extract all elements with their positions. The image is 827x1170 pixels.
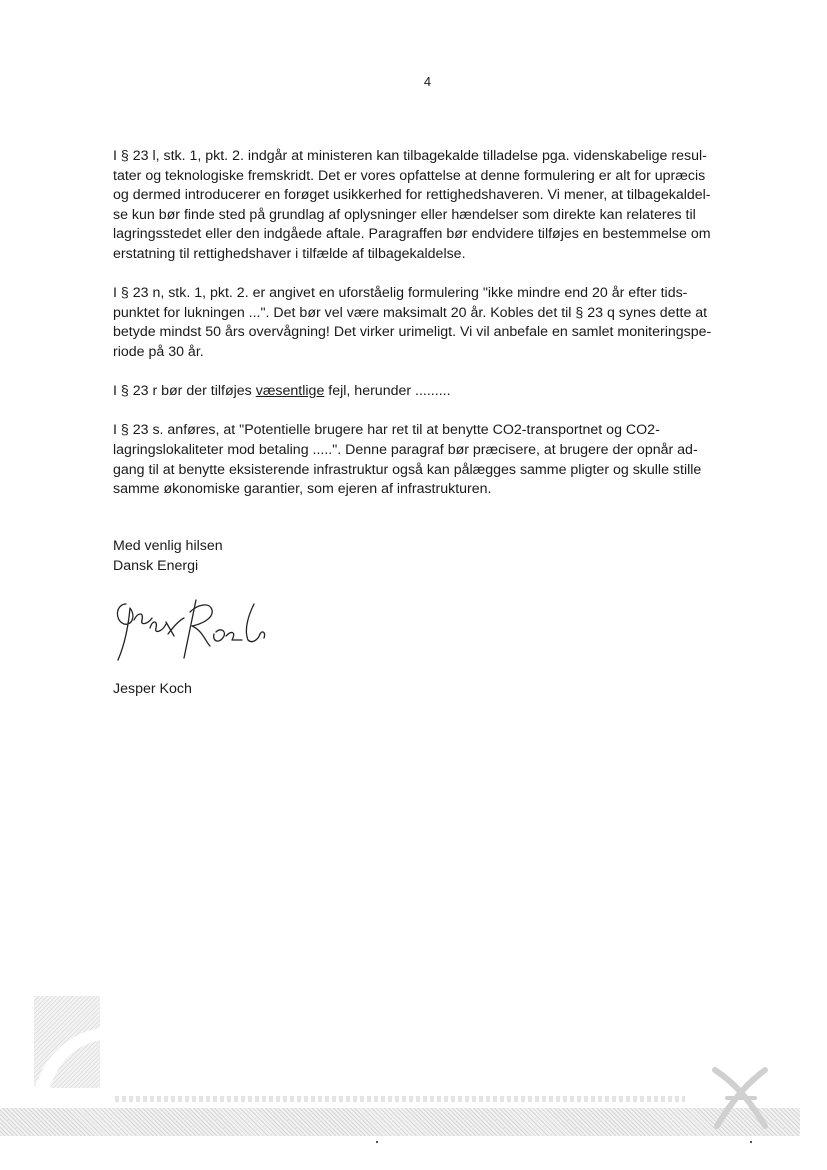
text-line: gang til at benytte eksisterende infrastruktur også kan pålægges samme pligter og skulle stille <box>113 461 702 478</box>
text-line <box>113 382 743 402</box>
text-line: I § 23 n, stk. 1, pkt. 2. er angivet en uforståelig formulering "ikke mindre end 20 år efter tids- <box>113 285 688 302</box>
text-line: I § 23 l, stk. 1, pkt. 2. indgår at ministeren kan tilbagekalde tilladelse pga. videnskabelige resul- <box>113 148 707 164</box>
text-line: betyde mindst 50 års overvågning! Det virker urimeligt. Vi vil anbefale en samlet moniteringspe- <box>113 324 712 341</box>
text-line: og dermed introducerer en forøget usikkerhed for rettighedshaveren. Vi mener, at tilbagekaldel- <box>113 187 711 204</box>
letter-body <box>113 147 743 519</box>
text-line: lagringsstedet eller den indgåede aftale. Paragraffen bør endvidere tilføjes en bestemmelse om <box>113 226 711 243</box>
text-line: se kun bør finde sted på grundlag af oplysninger eller hændelser som direkte kan relateres til <box>113 206 696 223</box>
paragraph-23r <box>113 382 743 402</box>
paragraph-23l <box>113 147 743 265</box>
text-line: tater og teknologiske fremskridt. Det er vores opfattelse at denne formulering er alt for upræcis <box>113 167 706 184</box>
footer-band <box>0 1108 800 1136</box>
text-after: fejl, herunder ......... <box>324 383 451 400</box>
text-before: I § 23 r bør der tilføjes <box>113 383 256 400</box>
text-line: I § 23 s. anføres, at "Potentielle brugere har ret til at benytte CO2-transportnet og CO2- <box>113 422 660 439</box>
paragraph-23s <box>113 421 743 499</box>
text-line: riode på 30 år. <box>113 343 204 360</box>
closing-greeting: Med venlig hilsen <box>113 538 223 554</box>
signer-name: Jesper Koch <box>113 681 192 697</box>
page-number: 4 <box>423 74 432 89</box>
dansk-energi-emblem-icon <box>705 1060 775 1135</box>
footer-mark <box>750 1141 752 1143</box>
text-line: samme økonomiske garantier, som ejeren af infrastrukturen. <box>113 481 492 498</box>
text-line: lagringslokaliteter mod betaling .....". Denne paragraf bør præcisere, at brugere der opnår ad- <box>113 441 698 458</box>
closing-block <box>113 537 223 576</box>
underlined-word: væsentlige <box>255 383 325 400</box>
footer-address-line <box>115 1096 685 1102</box>
footer-mark <box>376 1141 378 1143</box>
closing-organization: Dansk Energi <box>113 557 199 574</box>
text-line: punktet for lukningen ...". Det bør vel være maksimalt 20 år. Kobles det til § 23 q synes dette at <box>113 304 708 321</box>
paragraph-23n <box>113 284 743 362</box>
handwritten-signature-icon <box>108 590 278 665</box>
dansk-energi-logo-icon <box>30 992 105 1092</box>
text-line: erstatning til rettighedshaver i tilfælde af tilbagekaldelse. <box>113 245 466 262</box>
